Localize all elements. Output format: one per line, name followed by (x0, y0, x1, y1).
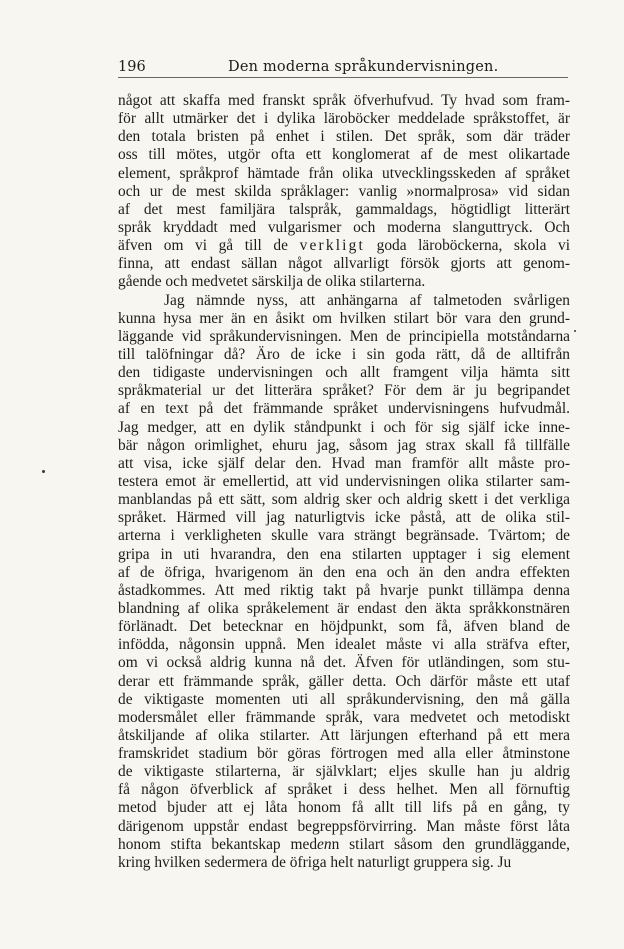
text-line: honom stifta bekantskap medenn stilart såsom den grundläggande, (118, 835, 570, 853)
text-line: framskridet stadium bör göras förtrogen med alla eller åtminstone (118, 745, 570, 763)
text-line: Jag nämnde nyss, att anhängarna af talmetoden svårligen (164, 291, 570, 309)
text-line: få någon öfverblick af språket i dess helhet. Men all förnuftig (118, 781, 570, 799)
text-line: läggande vid språkundervisningen. Men de principiella motståndarna (118, 327, 570, 345)
text-line: metod bjuder att ej låta honom få allt till lifs på en gång, ty (118, 799, 570, 817)
text-line: kring hvilken sedermera de öfriga helt naturligt gruppera sig. Ju (118, 853, 512, 871)
italic-emphasis: en (317, 835, 332, 853)
text-line: gående och medvetet särskilja de olika stilarterna. (118, 273, 426, 291)
text-line: derar ett främmande språk, gäller detta. Och därför måste ett utaf (118, 672, 570, 690)
text-line: modersmålet eller främmande språk, vara medvetet och metodiskt (118, 708, 570, 726)
page-header (118, 56, 568, 78)
text-line: språket. Härmed vill jag naturligtvis icke påstå, att de olika stil- (118, 509, 570, 527)
text-line: arterna i verkligheten skulle vara strängt begränsade. Tvärtom; de (118, 527, 570, 545)
text-line: äfven om vi gå till de verkligt goda läroböckerna, skola vi (118, 237, 570, 255)
text-line: af en text på det främmande språket undervisningens hufvudmål. (118, 400, 570, 418)
text-line: af det mest familjära talspråk, gammaldags, högtidligt litterärt (118, 200, 570, 218)
text-line: något att skaffa med franskt språk öfverhufvud. Ty hvad som fram- (118, 92, 570, 109)
text-line: element, språkprof hämtade från olika utvecklingsskeden af språket (118, 164, 570, 182)
text-line: därigenom uppstår endast begreppsförvirring. Man måste först låta (118, 817, 570, 835)
text-line: oss till mötes, utgör ofta ett konglomerat af de mest olikartade (118, 146, 570, 164)
text-line: om vi också aldrig kunna nå det. Äfven för utländingen, som stu- (118, 654, 570, 672)
text-line: gripa in uti hvarandra, den ena stilarten upptager i sig element (118, 545, 570, 563)
text-line: blandning af olika språkelement är endast den äkta språkkonstnären (118, 599, 570, 617)
running-head: Den moderna språkundervisningen. (228, 59, 499, 75)
body-text (118, 92, 570, 872)
text-line: Jag medger, att en dylik ståndpunkt i och för sig själf icke inne- (118, 418, 570, 436)
margin-speck (574, 330, 576, 332)
header-rule (118, 77, 568, 78)
text-line: den tidigaste undervisningen och allt framgent vilja hämta sitt (118, 364, 570, 382)
page-number: 196 (118, 59, 146, 75)
text-line: infödda, någonsin uppnå. Men idealet måste vi alla sträfva efter, (118, 636, 570, 654)
text-line: bär någon orimlighet, ehuru jag, såsom jag strax skall få tillfälle (118, 436, 570, 454)
text-line: finna, att endast sällan något allvarligt försök gjorts att genom- (118, 255, 570, 273)
margin-speck (42, 470, 45, 473)
text-line: åtskiljande af olika stilarter. Att lärjungen efterhand på ett mera (118, 726, 570, 744)
text-line: de viktigaste stilarterna, är självklart; eljes skulle han ju aldrig (118, 763, 570, 781)
spaced-emphasis: verkligt (299, 237, 366, 255)
text-line: manblandas på ett sätt, som aldrig sker och aldrig skett i det verkliga (118, 491, 570, 509)
text-line: språk kryddadt med vulgarismer och moderna slanguttryck. Och (118, 218, 570, 236)
text-line: språkmaterial ur det litterära språket? För dem är ju begripandet (118, 382, 570, 400)
text-line: de viktigaste momenten uti all språkundervisning, den må gälla (118, 690, 570, 708)
text-line: kunna hysa mer än en åsikt om hvilken stilart bör vara den grund- (118, 309, 570, 327)
text-line: åstadkommes. Att med riktig takt på hvarje punkt tillämpa denna (118, 581, 570, 599)
text-line: och ur de mest skilda språklager: vanlig »normalprosa» vid sidan (118, 182, 570, 200)
text-line: att visa, icke själf delar den. Hvad man framför allt måste pro- (118, 454, 570, 472)
text-line: till talöfningar då? Äro de icke i sin goda rätt, då de alltifrån (118, 345, 570, 363)
text-line: för allt utmärker det i dylika läroböcker meddelade språkstoffet, är (118, 110, 570, 128)
text-line: förlänadt. Det betecknar en höjdpunkt, som få, äfven bland de (118, 618, 570, 636)
text-line: testera emot är emellertid, att vid undervisningen olika stilarter sam- (118, 472, 570, 490)
text-line: af de öfriga, hvarigenom än den ena och än den andra effekten (118, 563, 570, 581)
text-line: den totala bristen på enhet i stilen. Det språk, som där träder (118, 128, 570, 146)
